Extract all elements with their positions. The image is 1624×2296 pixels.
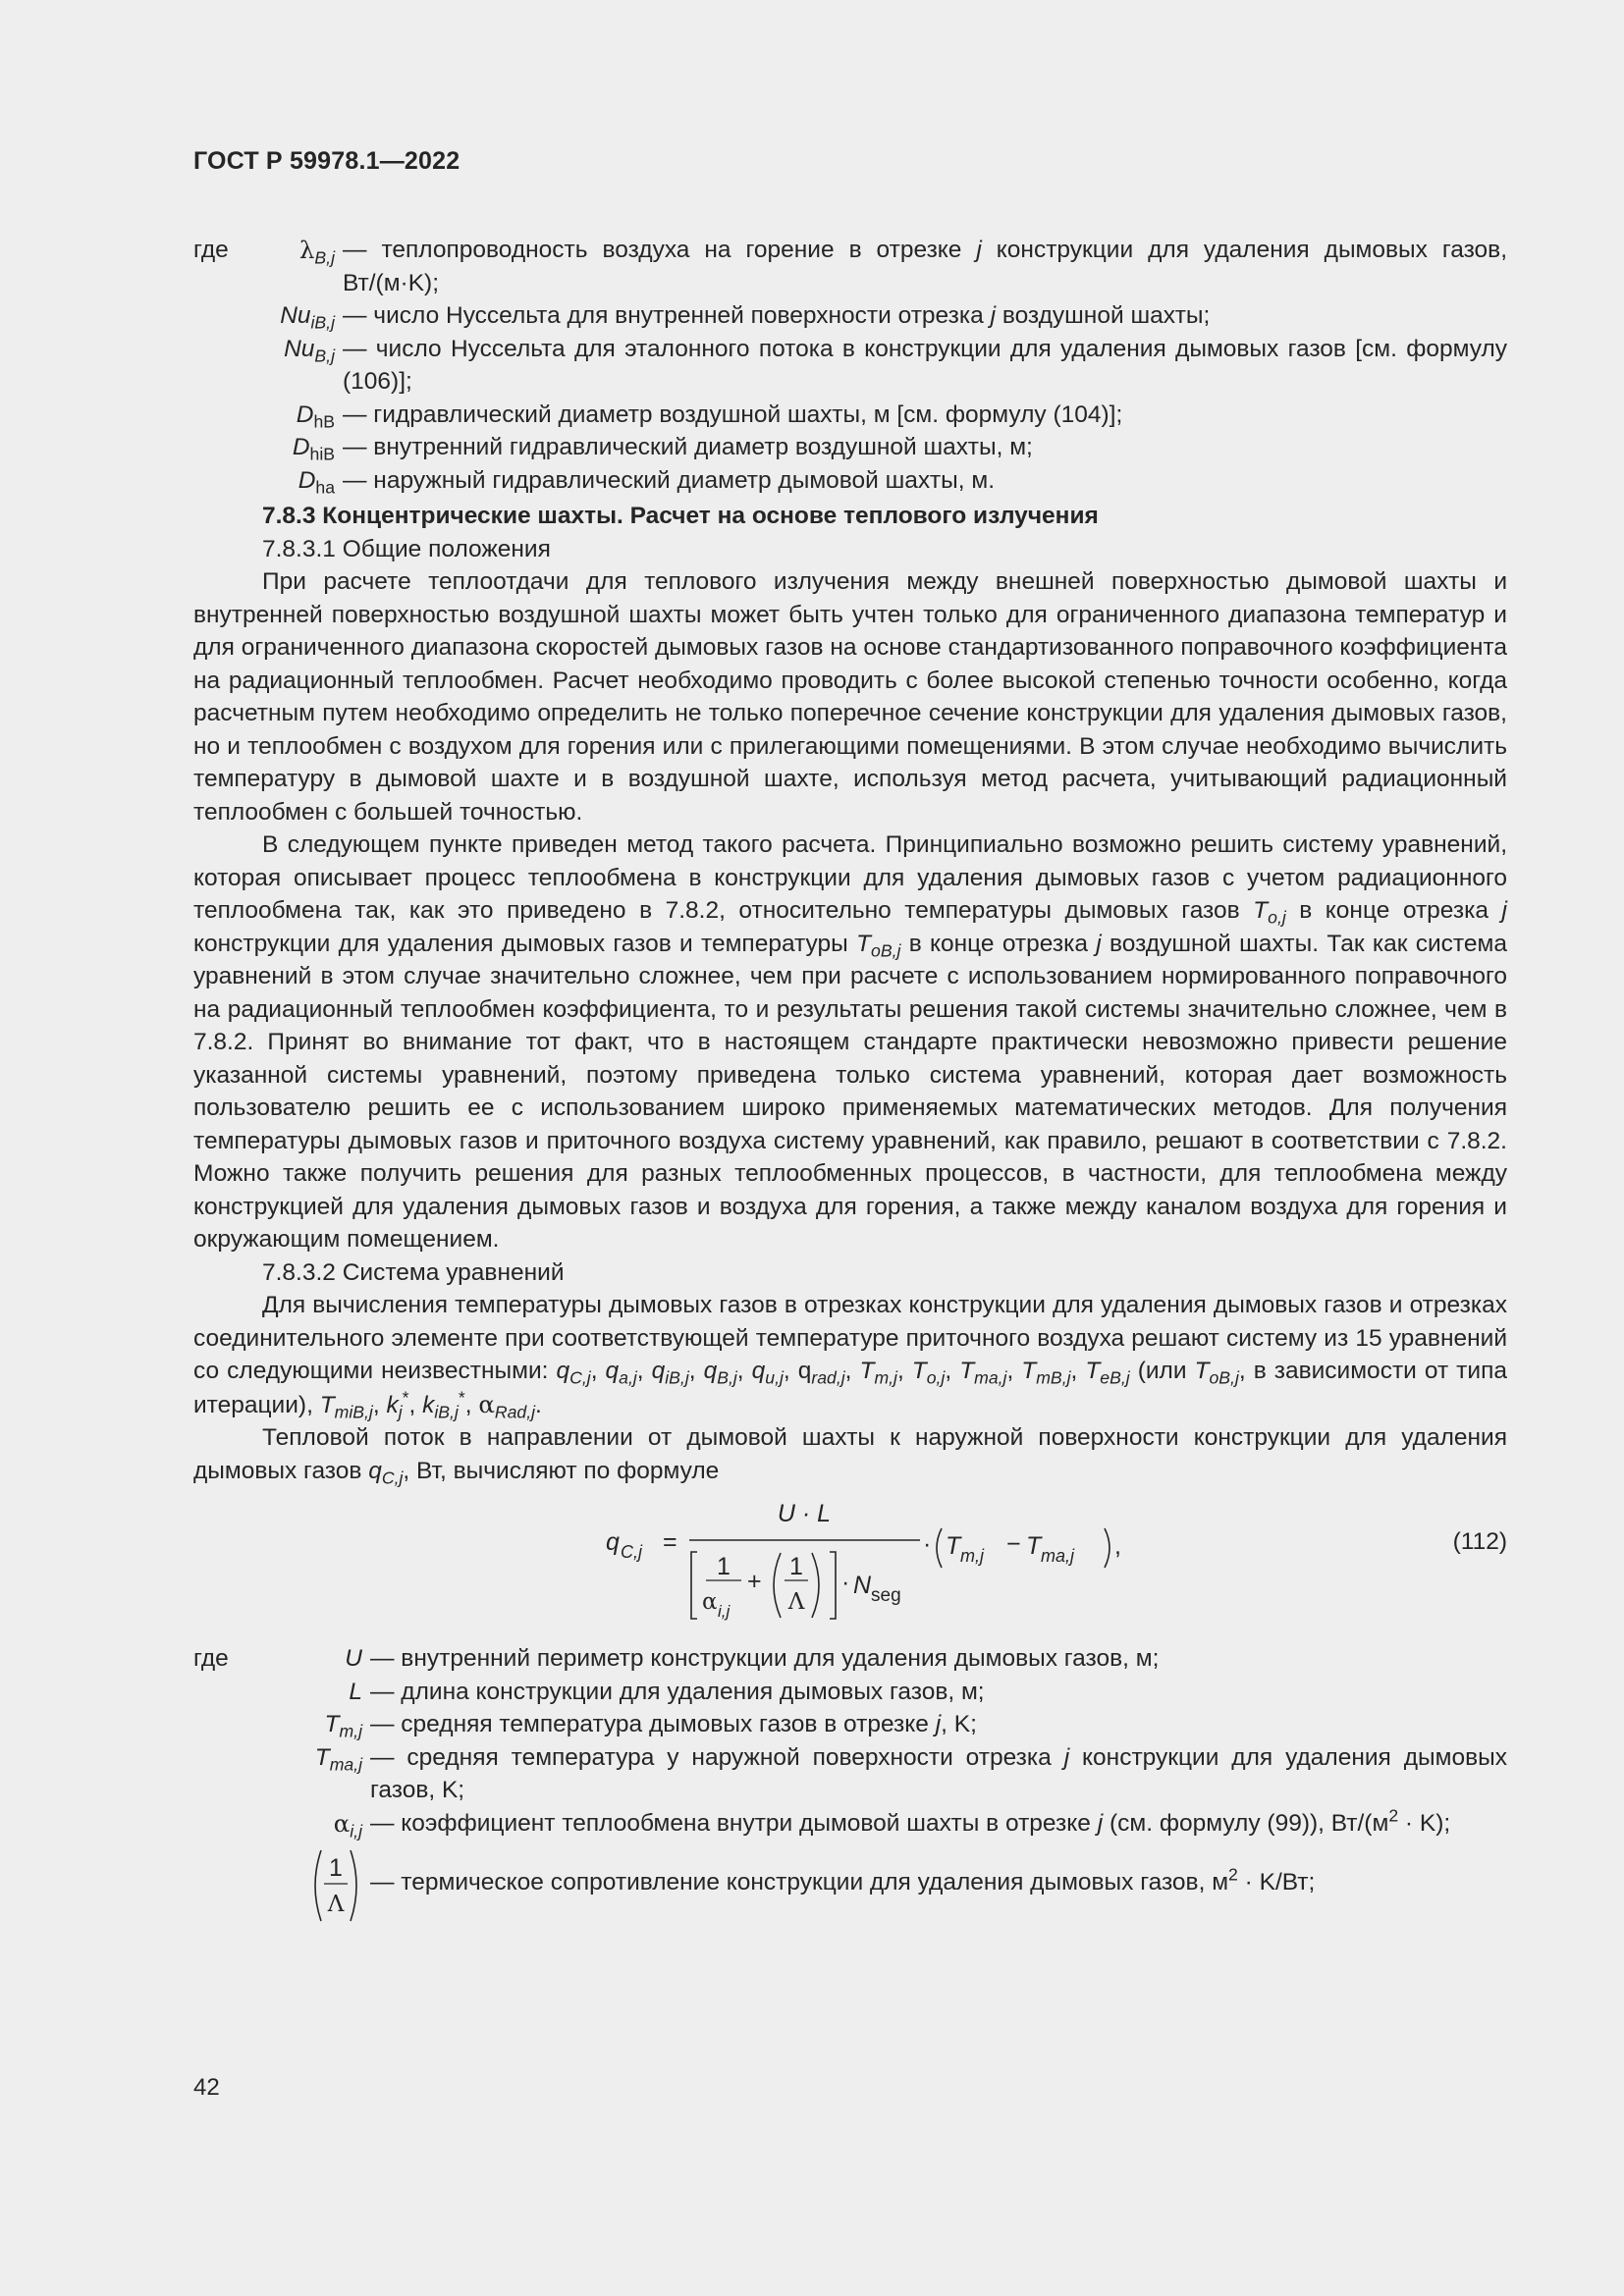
formula-numerator: U · L bbox=[777, 1500, 832, 1527]
alpha-symbol: α bbox=[702, 1589, 718, 1615]
dot-operator-2: · bbox=[923, 1530, 932, 1558]
t-left-paren bbox=[937, 1528, 942, 1568]
plus-sign: + bbox=[747, 1568, 762, 1595]
alpha-sub: i,j bbox=[718, 1602, 731, 1621]
one-over-lambda-symbol bbox=[309, 1846, 362, 1925]
def-text: — длина конструкции для удаления дымовых газов, м; bbox=[370, 1678, 985, 1705]
subsection-heading: 7.8.3.2 Система уравнений bbox=[262, 1258, 565, 1286]
definitions-list-top bbox=[193, 234, 1507, 497]
formula-number: (112) bbox=[1452, 1528, 1507, 1555]
def-text: — внутренний периметр конструкции для удаления дымовых газов, м; bbox=[370, 1645, 1160, 1672]
t2-sub: ma,j bbox=[1041, 1546, 1075, 1566]
t2-symbol: T bbox=[1026, 1532, 1042, 1560]
formula-lhs: q bbox=[606, 1528, 620, 1556]
definitions-list-bottom bbox=[193, 1642, 1507, 1925]
svg-text:Λ: Λ bbox=[327, 1892, 345, 1917]
right-bracket bbox=[830, 1552, 836, 1619]
def-symbol: $\alpha_{i,j}$ bbox=[333, 1808, 362, 1842]
def-text: — наружный гидравлический диаметр дымовой шахты, м. bbox=[343, 466, 996, 494]
svg-text:1: 1 bbox=[329, 1854, 343, 1882]
gde-label: где bbox=[193, 237, 229, 263]
one-over-lambda-num: 1 bbox=[789, 1553, 803, 1580]
subsection-heading: 7.8.3.1 Общие положения bbox=[262, 535, 551, 562]
def-text: — число Нуссельта для внутренней поверхности отрезка j воздушной шахты; bbox=[343, 302, 1211, 329]
section-heading: 7.8.3 Концентрические шахты. Расчет на основе теплового излучения bbox=[262, 503, 1099, 529]
dot-operator: · bbox=[841, 1569, 850, 1596]
def-symbol bbox=[193, 1841, 370, 1925]
minus-sign: − bbox=[1006, 1530, 1021, 1558]
n-symbol: N bbox=[853, 1572, 872, 1599]
page-number: 42 bbox=[193, 2074, 220, 2101]
paragraph: При расчете теплоотдачи для теплового излучения между внешней поверхностью дымовой шахты и внутренней поверхностью воздушной шахты может быть учтен только для ограниченного диапазона температур и для ограниченного диапазона скоростей дымовых газов на основе стандартизованного поправочного коэффициента на радиационный теплообмен. Расчет необходимо проводить с более высокой степенью точности особенно, когда расчетным путем необходимо определить не только поперечное сечение конструкции для удаления дымовых газов, но и теплообмен с воздухом для горения или с прилегающими помещениями. В этом случае необходимо вычислить температуру в дымовой шахте и в воздушной шахте, используя метод расчета, учитывающий радиационный теплообмен с большей точностью. bbox=[193, 568, 1507, 826]
def-text: — внутренний гидравлический диаметр воздушной шахты, м; bbox=[343, 434, 1033, 460]
def-symbol: L bbox=[349, 1678, 362, 1705]
def-text: — коэффициент теплообмена внутри дымовой шахты в отрезке j (см. формулу (99)), $Вт/(м^2 \cdot K)$; bbox=[370, 1804, 1451, 1837]
page-content bbox=[193, 234, 1507, 1928]
def-symbol: $D_{hiB}$ bbox=[292, 434, 335, 464]
def-symbol: $Nu_{B,j}$ bbox=[284, 335, 335, 366]
def-text: — термическое сопротивление конструкции для удаления дымовых газов, $м^2 \cdot K/Вт$; bbox=[370, 1864, 1316, 1896]
equals-sign: = bbox=[663, 1528, 677, 1556]
formula-lhs-sub: C,j bbox=[621, 1542, 642, 1562]
paragraph: Для вычисления температуры дымовых газов в отрезках конструкции для удаления дымовых газов и отрезках соединительного элементе при соответствующей температуре приточного воздуха решают систему из 15 уравнений со следующими неизвестными: $q_{C,j}$, $q_{a,j}$, $q_{iB,j}$, $q_{B,j}$, $q_{u,j}$, $q_{rad,j}$, $T_{m,j}$, $T_{o,j}$, $T_{ma,j}$, $T_{mB,j}$, $T_{eB,j}$ (или $T_{oB,j}$, в зависимости от типа итерации), $T_{miB,j}$, $k_j^*$, $k_{iB,j}^*$, $\alpha_{Rad,j}$. bbox=[193, 1292, 1507, 1422]
def-text: — гидравлический диаметр воздушной шахты, м [см. формулу (104)]; bbox=[343, 400, 1123, 428]
right-paren bbox=[812, 1553, 819, 1618]
def-text: — средняя температура дымовых газов в отрезке j, K; bbox=[370, 1711, 977, 1737]
def-symbol: $T_{ma,j}$ bbox=[314, 1743, 362, 1775]
def-symbol: где U bbox=[193, 1642, 370, 1676]
paragraph: В следующем пункте приведен метод такого расчета. Принципиально возможно решить систему уравнений, которая описывает процесс теплообмена в конструкции для удаления дымовых газов с учетом радиационного теплообмена так, как это приведено в 7.8.2, относительно температуры дымовых газов $T_{o,j}$ в конце отрезка j конструкции для удаления дымовых газов и температуры $T_{oB,j}$ в конце отрезка j воздушной шахты. Так как система уравнений в этом случае значительно сложнее, чем при расчете с использованием нормированного поправочного на радиационный теплообмен коэффициента, то и результаты решения такой системы значительно сложнее, чем в 7.8.2. Принят во внимание тот факт, что в настоящем стандарте практически невозможно привести решение указанной системы уравнений, поэтому приведена только система уравнений, которая дает возможность пользователю решить ее с использованием широко применяемых математических методов. Для получения температуры дымовых газов и приточного воздуха систему уравнений, как правило, решают в соответствии с 7.8.2. Можно также получить решения для разных теплообменных процессов, в частности, для теплообмена между конструкцией для удаления дымовых газов и воздуха для горения, а также между каналом воздуха для горения и окружающим помещением. bbox=[193, 831, 1507, 1253]
formula-svg bbox=[586, 1489, 1332, 1627]
formula-comma: , bbox=[1114, 1532, 1121, 1560]
lambda-symbol: Λ bbox=[787, 1589, 805, 1615]
one-over-alpha-num: 1 bbox=[717, 1553, 731, 1580]
def-symbol: $T_{m,j}$ bbox=[324, 1711, 362, 1741]
def-symbol: где $\lambda_{B,j}$ bbox=[193, 236, 335, 268]
def-symbol: $D_{ha}$ bbox=[298, 466, 335, 498]
left-paren bbox=[774, 1553, 781, 1618]
gde-label: где bbox=[193, 1645, 229, 1672]
left-bracket bbox=[691, 1552, 697, 1619]
t1-sub: m,j bbox=[960, 1546, 984, 1566]
def-text: — теплопроводность воздуха на горение в отрезке j конструкции для удаления дымовых газов, Вт/(м·K); bbox=[343, 237, 1508, 296]
t1-symbol: T bbox=[946, 1532, 961, 1560]
formula-112 bbox=[193, 1489, 1507, 1627]
t-right-paren bbox=[1105, 1528, 1110, 1568]
paragraph: Тепловой поток в направлении от дымовой шахты к наружной поверхности конструкции для удаления дымовых газов $q_{C,j}$, Вт, вычисляют по формуле bbox=[193, 1424, 1507, 1488]
def-text: — средняя температура у наружной поверхности отрезка j конструкции для удаления дымовых газов, K; bbox=[370, 1743, 1507, 1803]
def-symbol: $D_{hB}$ bbox=[296, 400, 335, 432]
def-text: — число Нуссельта для эталонного потока в конструкции для удаления дымовых газов [см. формулу (106)]; bbox=[343, 335, 1507, 395]
n-sub: seg bbox=[871, 1585, 901, 1606]
document-header: ГОСТ Р 59978.1—2022 bbox=[193, 147, 460, 175]
def-symbol: $Nu_{iB,j}$ bbox=[280, 302, 335, 333]
